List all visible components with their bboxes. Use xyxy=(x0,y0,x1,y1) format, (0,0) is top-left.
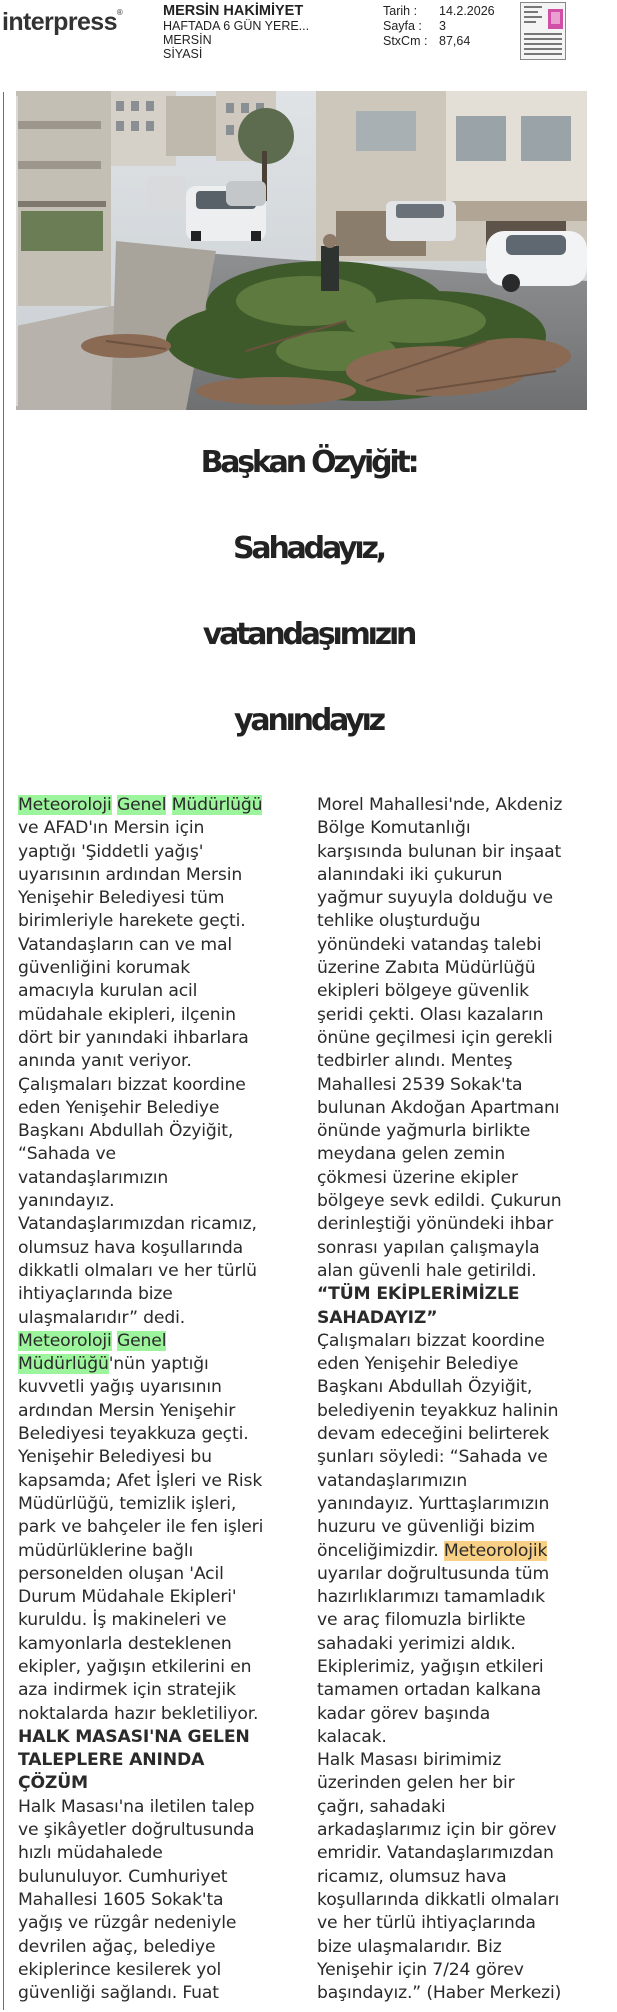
article-line xyxy=(317,1889,607,1912)
article-text: uyarısının ardından Mersin xyxy=(18,864,243,885)
article-text: Müdürlüğü, temizlik işleri, xyxy=(18,1493,237,1514)
article-line xyxy=(317,1633,607,1656)
article-line xyxy=(317,1609,607,1632)
article-text: bulunuluyor. Cumhuriyet xyxy=(18,1866,228,1887)
article-text: Ekiplerimiz, yağışın etkileri xyxy=(317,1656,544,1677)
article-text: sonrası yapılan çalışmayla xyxy=(317,1237,540,1258)
stat-label: Tarih : xyxy=(383,4,418,18)
article-line xyxy=(18,1703,300,1726)
article-text: huzuru ve güvenliği bizim xyxy=(317,1517,535,1538)
article-text: aza indirmek için stratejik xyxy=(18,1680,236,1701)
article-line xyxy=(317,1563,607,1586)
article-text: eden Yenişehir Belediye xyxy=(18,1097,220,1118)
article-text: müdahale ekipleri, ilçenin xyxy=(18,1004,236,1025)
article-line xyxy=(317,1423,607,1446)
article-line xyxy=(317,1772,607,1795)
article-line xyxy=(317,1796,607,1819)
article-line xyxy=(18,1982,300,2005)
clipping-stats xyxy=(383,4,495,49)
headline-line: yanındayız xyxy=(234,703,383,738)
article-line xyxy=(317,1959,607,1982)
article-line xyxy=(317,1493,607,1516)
article-text: çökmesi üzerine ekipler xyxy=(317,1167,518,1188)
article-text: uyarılar doğrultusunda tüm xyxy=(317,1563,550,1584)
article-line xyxy=(18,1633,300,1656)
article-text: Bölge Komutanlığı xyxy=(317,818,471,839)
article-text: yanındayız. xyxy=(18,1191,115,1212)
article-line xyxy=(18,1074,300,1097)
article-line xyxy=(317,1540,607,1563)
article-text: devam edeceğini belirterek xyxy=(317,1424,550,1445)
article-text: yanındayız. Yurttaşlarımızın xyxy=(317,1493,550,1514)
article-line xyxy=(18,980,300,1003)
article-text: Yenişehir Belediyesi tüm xyxy=(18,888,225,909)
article-line xyxy=(18,1423,300,1446)
article-line xyxy=(18,1656,300,1679)
keyword-highlight: Meteoroloji xyxy=(18,795,112,815)
article-text: Halk Masası birimimiz xyxy=(317,1750,502,1771)
article-line xyxy=(18,1004,300,1027)
article-line xyxy=(317,1050,607,1073)
article-line xyxy=(18,1330,300,1353)
article-text: amacıyla kurulan acil xyxy=(18,981,198,1002)
article-line xyxy=(317,841,607,864)
article-text: kadar görev başında xyxy=(317,1703,491,1724)
stat-value: 14.2.2026 xyxy=(439,4,495,18)
article-text: ekipleri bölgeye güvenlik xyxy=(317,981,529,1002)
article-line xyxy=(317,934,607,957)
article-text: olumsuz hava koşullarında xyxy=(18,1237,244,1258)
article-line xyxy=(18,1120,300,1143)
article-text: Morel Mahallesi'nde, Akdeniz xyxy=(317,795,563,815)
article-line xyxy=(317,1213,607,1236)
article-line xyxy=(18,1190,300,1213)
article-text: birimleriyle harekete geçti. xyxy=(18,911,246,932)
article-line xyxy=(18,1842,300,1865)
article-text: dört bir yanındaki ihbarlara xyxy=(18,1027,249,1048)
article-text: Belediyesi teyakkuza geçti. xyxy=(18,1424,249,1445)
article-text: çağrı, sahadaki xyxy=(317,1796,446,1817)
article-text: başındayız.” (Haber Merkezi) xyxy=(317,1983,562,2004)
article-photo xyxy=(16,91,587,410)
article-headline xyxy=(0,420,617,764)
article-text: kuruldu. İş makineleri ve xyxy=(18,1610,227,1631)
article-line xyxy=(18,1097,300,1120)
article-text: güvenliğini korumak xyxy=(18,958,191,979)
article-text: Başkanı Abdullah Özyiğit, xyxy=(18,1121,234,1142)
article-line xyxy=(18,1446,300,1469)
article-text: Yenişehir Belediyesi bu xyxy=(18,1447,212,1468)
article-text: hızlı müdahalede xyxy=(18,1843,163,1864)
article-text: Başkanı Abdullah Özyiğit, xyxy=(317,1377,533,1398)
article-line xyxy=(317,1190,607,1213)
article-text: ekipler, yağışın etkilerini en xyxy=(18,1656,252,1677)
article-text: üzerinden gelen her bir xyxy=(317,1773,515,1794)
article-line xyxy=(18,1400,300,1423)
article-text: kuvvetli yağış uyarısının xyxy=(18,1377,222,1398)
article-text: önüne geçilmesi için gerekli xyxy=(317,1027,553,1048)
article-line xyxy=(317,1260,607,1283)
article-line xyxy=(317,1982,607,2005)
article-line xyxy=(317,1516,607,1539)
article-line xyxy=(18,1143,300,1166)
article-text: ve AFAD'ın Mersin için xyxy=(18,818,205,839)
article-line xyxy=(18,1283,300,1306)
page-border-line xyxy=(3,92,4,2010)
article-text: ve şikâyetler doğrultusunda xyxy=(18,1820,255,1841)
article-line xyxy=(317,1027,607,1050)
article-text: park ve bahçeler ile fen işleri xyxy=(18,1517,264,1538)
publication-city: MERSİN xyxy=(163,33,212,47)
article-line xyxy=(18,887,300,910)
article-line xyxy=(317,1167,607,1190)
article-text: Halk Masası'na iletilen talep xyxy=(18,1796,255,1817)
article-text: vatandaşlarımızın xyxy=(18,1167,169,1188)
article-line xyxy=(317,1703,607,1726)
article-text: sahadaki yerimizi aldık. xyxy=(317,1633,516,1654)
keyword-highlight: Genel xyxy=(116,795,167,815)
article-line xyxy=(317,817,607,840)
article-text: ricamız, olumsuz hava xyxy=(317,1866,507,1887)
article-line xyxy=(317,1074,607,1097)
headline-line: vatandaşımızın xyxy=(202,617,415,652)
article-line xyxy=(18,1167,300,1190)
article-subheading-line xyxy=(18,1726,300,1749)
article-line xyxy=(18,1376,300,1399)
article-line xyxy=(18,1213,300,1236)
headline-line: Sahadayız, xyxy=(233,531,384,566)
article-text: bize ulaşmalarıdır. Biz xyxy=(317,1936,502,1957)
article-text: HALK MASASI'NA GELEN xyxy=(18,1726,250,1747)
publication-category: SİYASİ xyxy=(163,47,203,61)
article-line xyxy=(18,1470,300,1493)
article-text: noktalarda hazır bekletiliyor. xyxy=(18,1703,259,1724)
article-text: üzerine Zabıta Müdürlüğü xyxy=(317,958,536,979)
article-line xyxy=(317,1004,607,1027)
article-line xyxy=(18,1819,300,1842)
article-text: ulaşmalarıdır” dedi. xyxy=(18,1307,186,1328)
article-text: derinleştiği yönündeki ihbar xyxy=(317,1214,554,1235)
article-text: tamamen ortadan kalkana xyxy=(317,1680,541,1701)
article-line xyxy=(317,957,607,980)
article-text: kalacak. xyxy=(317,1726,387,1747)
article-line xyxy=(18,1493,300,1516)
article-subheading-line xyxy=(317,1283,607,1306)
article-text: kamyonlarla desteklenen xyxy=(18,1633,232,1654)
stat-date xyxy=(383,4,495,19)
article-line xyxy=(18,1050,300,1073)
article-line xyxy=(18,910,300,933)
article-text: Çalışmaları bizzat koordine xyxy=(317,1330,545,1351)
article-text: alanındaki iki çukurun xyxy=(317,864,503,885)
article-text: şunları söyledi: “Sahada ve xyxy=(317,1447,548,1468)
article-text: “TÜM EKİPLERİMİZLE xyxy=(317,1284,520,1305)
article-text: önceliğimizdir. xyxy=(317,1540,444,1561)
article-line xyxy=(317,910,607,933)
registered-mark: ® xyxy=(116,8,123,17)
article-text: yaptığı 'Şiddetli yağış' xyxy=(18,841,204,862)
keyword-highlight: Genel xyxy=(116,1330,167,1351)
article-line xyxy=(317,980,607,1003)
article-text: yönündeki vatandaş talebi xyxy=(317,934,542,955)
stat-label: StxCm : xyxy=(383,34,428,48)
stat-stxcm xyxy=(383,34,495,49)
article-line xyxy=(18,864,300,887)
article-line xyxy=(317,864,607,887)
article-line xyxy=(317,1842,607,1865)
publication-name: MERSİN HAKİMİYET xyxy=(163,3,304,19)
article-text: ihtiyaçlarında bize xyxy=(18,1284,173,1305)
article-line xyxy=(317,1120,607,1143)
clipping-header xyxy=(0,0,617,66)
article-line xyxy=(18,1796,300,1819)
article-text: Vatandaşların can ve mal xyxy=(18,934,233,955)
stat-value: 87,64 xyxy=(439,34,471,48)
article-line xyxy=(18,1679,300,1702)
article-text: bulunan Akdoğan Apartmanı xyxy=(317,1097,560,1118)
article-text: tehlike oluşturduğu xyxy=(317,911,481,932)
interpress-logo[interactable] xyxy=(2,8,122,37)
article-text xyxy=(166,795,171,815)
article-text: belediyenin teyakkuz halinin xyxy=(317,1400,559,1421)
article-line xyxy=(18,1237,300,1260)
article-line xyxy=(317,1749,607,1772)
stat-value: 3 xyxy=(439,19,446,33)
article-line xyxy=(18,1027,300,1050)
article-line xyxy=(317,1819,607,1842)
article-text: bölgeye sevk edildi. Çukurun xyxy=(317,1191,562,1212)
publication-frequency: HAFTADA 6 GÜN YERE... xyxy=(163,19,310,33)
article-line xyxy=(18,957,300,980)
article-column-right xyxy=(317,794,607,2005)
article-text: Yenişehir için 7/24 görev xyxy=(317,1959,524,1980)
headline-line: Başkan Özyiğit: xyxy=(200,445,417,480)
article-line xyxy=(317,1353,607,1376)
article-line xyxy=(317,794,607,817)
stat-page xyxy=(383,19,495,34)
article-line xyxy=(18,1609,300,1632)
article-line xyxy=(18,794,300,817)
article-line xyxy=(317,1237,607,1260)
article-line xyxy=(317,1330,607,1353)
article-text: tedbirler alındı. Menteş xyxy=(317,1051,513,1072)
article-line xyxy=(317,1376,607,1399)
article-text: kapsamda; Afet İşleri ve Risk xyxy=(18,1470,263,1491)
article-text: ekiplerince kesilerek yol xyxy=(18,1959,222,1980)
article-text: dikkatli olmaları ve her türlü xyxy=(18,1260,257,1281)
article-line xyxy=(317,1097,607,1120)
article-line xyxy=(18,1516,300,1539)
article-text: 'nün yaptığı xyxy=(108,1354,209,1375)
article-line xyxy=(317,1446,607,1469)
article-line xyxy=(18,1307,300,1330)
article-text: yağmur suyuyla dolduğu ve xyxy=(317,888,553,909)
page-thumbnail[interactable] xyxy=(520,2,566,60)
article-text: SAHADAYIZ” xyxy=(317,1307,438,1328)
stat-label: Sayfa : xyxy=(383,19,422,33)
publication-info xyxy=(163,4,309,61)
article-line xyxy=(18,1936,300,1959)
article-text: koşullarında dikkatli olmaları xyxy=(317,1889,560,1910)
article-text: Mahallesi 1605 Sokak'ta xyxy=(18,1889,224,1910)
article-text: yağış ve rüzgâr nedeniyle xyxy=(18,1913,237,1934)
article-text: vatandaşlarımızın xyxy=(317,1470,468,1491)
article-line xyxy=(18,841,300,864)
article-text: eden Yenişehir Belediye xyxy=(317,1354,519,1375)
article-text: ve her türlü ihtiyaçlarında xyxy=(317,1913,536,1934)
article-text: güvenliği sağlandı. Fuat xyxy=(18,1983,219,2004)
article-text: TALEPLERE ANINDA xyxy=(18,1750,205,1771)
article-line xyxy=(317,1936,607,1959)
article-text: şeridi çekti. Olası kazaların xyxy=(317,1004,544,1025)
article-text: Mahallesi 2539 Sokak'ta xyxy=(317,1074,523,1095)
article-text: ÇÖZÜM xyxy=(18,1773,88,1794)
article-line xyxy=(18,1540,300,1563)
article-line xyxy=(317,887,607,910)
article-subheading-line xyxy=(18,1772,300,1795)
article-text: meydana gelen zemin xyxy=(317,1144,506,1165)
article-line xyxy=(18,1260,300,1283)
photo-edge-line xyxy=(16,96,18,406)
article-text: alan güvenli hale getirildi. xyxy=(317,1260,537,1281)
article-line xyxy=(18,1959,300,1982)
article-line xyxy=(18,817,300,840)
article-column-left xyxy=(18,794,300,2005)
article-line xyxy=(317,1143,607,1166)
article-subheading-line xyxy=(317,1307,607,1330)
article-line xyxy=(317,1656,607,1679)
article-line xyxy=(317,1912,607,1935)
article-text: önünde yağmurla birlikte xyxy=(317,1121,531,1142)
article-text: personelden oluşan 'Acil xyxy=(18,1563,224,1584)
article-line xyxy=(18,1912,300,1935)
article-line xyxy=(317,1679,607,1702)
keyword-highlight-alt: Meteorolojik xyxy=(443,1540,548,1561)
article-subheading-line xyxy=(18,1749,300,1772)
article-text: Durum Müdahale Ekipleri' xyxy=(18,1587,237,1608)
keyword-highlight: Müdürlüğü xyxy=(171,795,263,815)
article-text: hazırlıklarımızı tamamladık xyxy=(317,1587,545,1608)
article-text: “Sahada ve xyxy=(18,1144,116,1165)
article-text: arkadaşlarımız için bir görev xyxy=(317,1820,557,1841)
article-line xyxy=(317,1726,607,1749)
article-line xyxy=(18,1866,300,1889)
article-text: Vatandaşlarımızdan ricamız, xyxy=(18,1214,257,1235)
article-line xyxy=(18,1563,300,1586)
article-text: emridir. Vatandaşlarımızdan xyxy=(317,1843,554,1864)
article-text: anında yanıt veriyor. xyxy=(18,1051,192,1072)
article-text: ardından Mersin Yenişehir xyxy=(18,1400,236,1421)
article-text: devrilen ağaç, belediye xyxy=(18,1936,216,1957)
logo-text: interpress xyxy=(2,8,117,36)
article-line xyxy=(317,1586,607,1609)
keyword-highlight: Meteoroloji xyxy=(18,1330,112,1351)
article-line xyxy=(18,934,300,957)
article-line xyxy=(18,1889,300,1912)
article-line xyxy=(317,1400,607,1423)
keyword-highlight: Müdürlüğü xyxy=(18,1354,109,1375)
article-text: karşısında bulunan bir inşaat xyxy=(317,841,562,862)
article-line xyxy=(18,1353,300,1376)
article-line xyxy=(18,1586,300,1609)
article-text: ve araç filomuzla birlikte xyxy=(317,1610,526,1631)
article-line xyxy=(317,1866,607,1889)
article-text: Çalışmaları bizzat koordine xyxy=(18,1074,246,1095)
article-text: müdürlüklerine bağlı xyxy=(18,1540,194,1561)
article-line xyxy=(317,1470,607,1493)
